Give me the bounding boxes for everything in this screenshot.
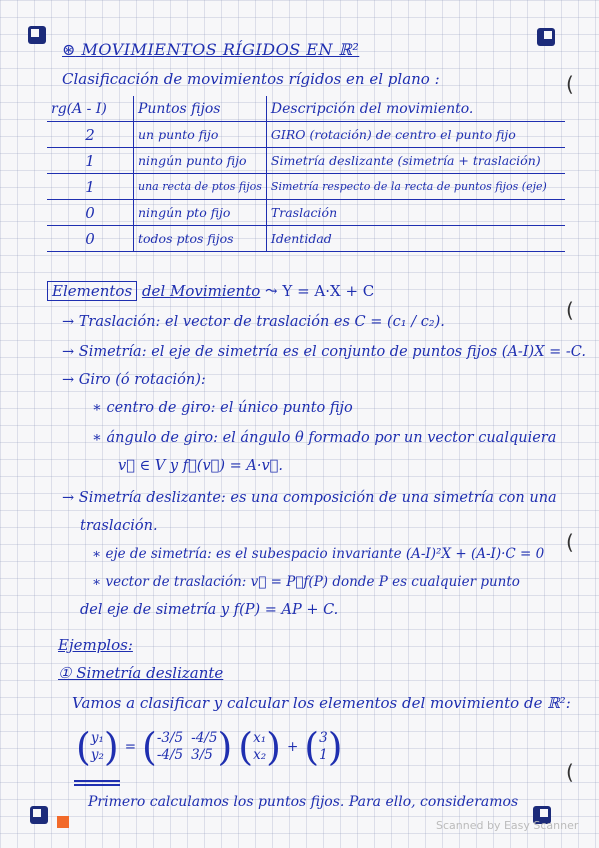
cell-fixed: todos ptos fijos <box>134 226 267 252</box>
cell-fixed: ningún pto fijo <box>134 200 267 226</box>
item-symmetry: → Simetría: el eje de simetría es el conjunto de puntos fijos (A-I)X = -C. <box>62 344 586 360</box>
cell-desc: Simetría respecto de la recta de puntos fijos (eje) <box>266 174 565 200</box>
cell-fixed: una recta de ptos fijos <box>134 174 267 200</box>
elements-heading-rest: del Movimiento <box>141 282 261 300</box>
examples-heading: Ejemplos: <box>58 636 133 654</box>
matrix-equation: ( y₁ y₂ ) = ( -3/5 -4/5 -4/5 3/5 ) ( x₁ x₂ ) + ( 3 1 ) <box>76 725 343 769</box>
page-title <box>62 40 359 59</box>
item-rotation-angle-cont: v⃗ ∈ V y f⃗(v⃗) = A·v⃗. <box>118 458 283 474</box>
matrix-a11: -3/5 <box>156 730 184 746</box>
subtitle: Clasificación de movimientos rígidos en el plano : <box>62 70 440 88</box>
header-fixed-points: Puntos fijos <box>134 96 267 122</box>
c-vector: ( 3 1 ) <box>304 725 343 769</box>
x-x1: x₁ <box>253 730 267 746</box>
x-vector: ( x₁ x₂ ) <box>238 725 281 769</box>
cell-rank: 0 <box>47 200 134 226</box>
table-row <box>47 174 565 200</box>
matrix-a21: -4/5 <box>156 747 184 763</box>
matrix-a12: -4/5 <box>191 730 218 746</box>
item-glide-vector: ∗ vector de traslación: v⃗ = P⃗f(P) donde P es cualquier punto <box>92 574 520 590</box>
lhs-y1: y₁ <box>90 730 104 746</box>
cell-desc: Traslación <box>266 200 565 226</box>
c-c1: 3 <box>319 730 328 746</box>
table-row <box>47 122 565 148</box>
binder-hole-mark: ( <box>566 760 574 784</box>
item-translation: → Traslación: el vector de traslación es C = (c₁ / c₂). <box>62 314 445 330</box>
elements-heading <box>47 282 374 300</box>
example-1-title <box>58 664 223 682</box>
movement-formula: Y = A·X + C <box>282 282 375 300</box>
squiggle-arrow: ⤳ <box>265 282 278 300</box>
table-row <box>47 226 565 252</box>
scanner-watermark: Scanned by Easy Scanner <box>436 819 579 832</box>
corner-marker-top-right <box>537 28 555 46</box>
table-header-row <box>47 96 565 122</box>
elements-boxed-word: Elementos <box>47 281 137 301</box>
lhs-y2: y₂ <box>90 747 104 763</box>
cell-rank: 1 <box>47 174 134 200</box>
cell-rank: 0 <box>47 226 134 252</box>
title-bullet: ⊛ <box>62 40 76 59</box>
classification-table <box>47 96 565 252</box>
cell-fixed: ningún punto fijo <box>134 148 267 174</box>
cell-rank: 2 <box>47 122 134 148</box>
cell-fixed: un punto fijo <box>134 122 267 148</box>
binder-hole-mark: ( <box>566 72 574 96</box>
item-rotation-center: ∗ centro de giro: el único punto fijo <box>92 400 353 416</box>
item-glide-axis: ∗ eje de simetría: es el subespacio invariante (A-I)²X + (A-I)·C = 0 <box>92 546 545 562</box>
table-row <box>47 148 565 174</box>
item-glide-vector-cont: del eje de simetría y f(P) = AP + C. <box>80 602 339 618</box>
corner-marker-top-left <box>28 26 46 44</box>
double-underline <box>74 780 120 782</box>
item-glide-reflection: → Simetría deslizante: es una composición de una simetría con una <box>62 490 557 506</box>
matrix-a: ( -3/5 -4/5 -4/5 3/5 ) <box>142 725 233 769</box>
cell-desc: Identidad <box>266 226 565 252</box>
binder-hole-mark: ( <box>566 530 574 554</box>
x-x2: x₂ <box>253 747 267 763</box>
matrix-a22: 3/5 <box>191 747 213 763</box>
header-rank: rg(A - I) <box>47 96 134 122</box>
footer-line: Primero calculamos los puntos fijos. Para ello, consideramos <box>88 794 519 810</box>
example-1-label: ① Simetría deslizante <box>58 664 224 682</box>
header-description: Descripción del movimiento. <box>266 96 565 122</box>
table-row <box>47 200 565 226</box>
binder-hole-mark: ( <box>566 298 574 322</box>
title-text: MOVIMIENTOS RÍGIDOS EN ℝ² <box>81 40 360 59</box>
cell-rank: 1 <box>47 148 134 174</box>
lhs-vector: ( y₁ y₂ ) <box>76 725 119 769</box>
item-rotation: → Giro (ó rotación): <box>62 372 206 388</box>
cell-desc: Simetría deslizante (simetría + traslación) <box>266 148 565 174</box>
corner-marker-bottom-left <box>30 806 48 824</box>
item-glide-reflection-cont: traslación. <box>80 518 158 534</box>
cell-desc: GIRO (rotación) de centro el punto fijo <box>266 122 565 148</box>
orange-square <box>57 816 69 828</box>
c-c2: 1 <box>319 747 328 763</box>
example-task: Vamos a clasificar y calcular los elementos del movimiento de ℝ²: <box>72 694 571 712</box>
item-rotation-angle: ∗ ángulo de giro: el ángulo θ formado por un vector cualquiera <box>92 430 557 446</box>
